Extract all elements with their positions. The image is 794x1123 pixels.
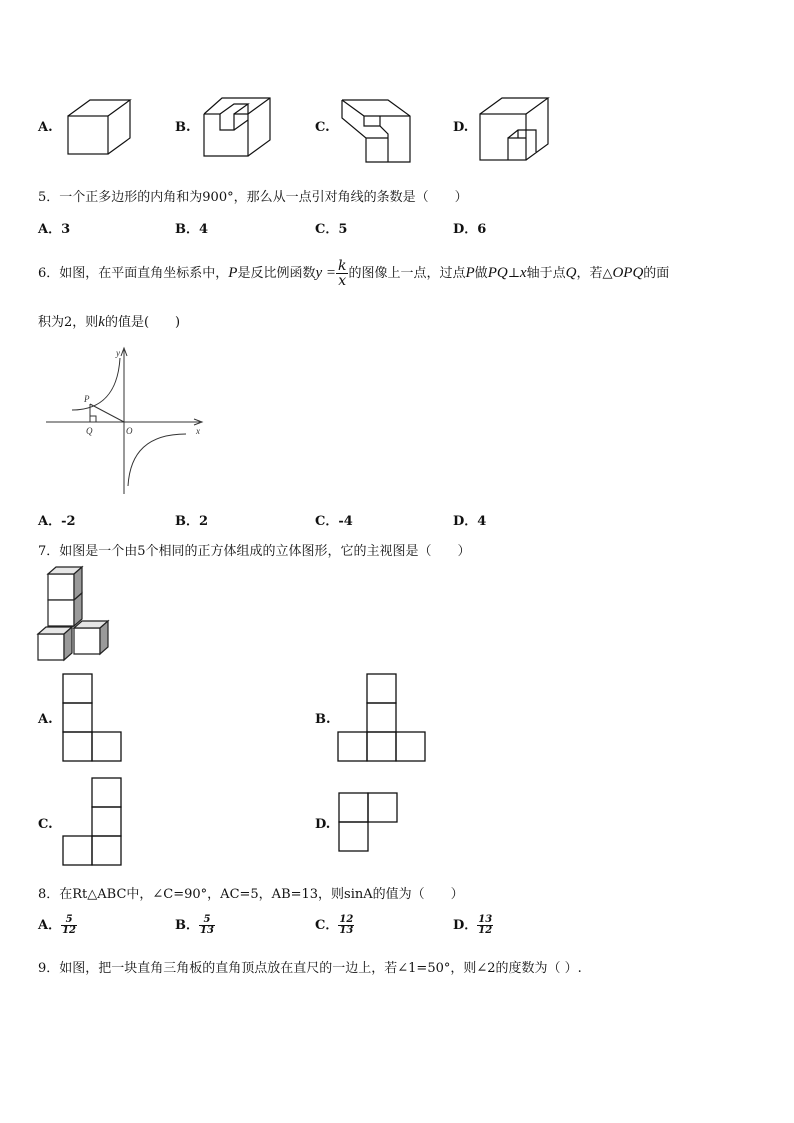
q7-cubes-figure xyxy=(36,562,114,666)
q4-option-c-figure xyxy=(340,96,412,164)
q8-option-a: A． $\frac{5}{12}$ xyxy=(38,914,77,936)
q6-option-a: A．-2 xyxy=(38,514,76,529)
q8-option-c-fraction: $\frac{12}{13}$ xyxy=(339,914,354,936)
q4-option-b-figure xyxy=(202,94,274,160)
q4-option-d-label: D. xyxy=(453,120,469,135)
q8-option-d: D． $\frac{13}{12}$ xyxy=(453,914,493,936)
q8-option-c: C． $\frac{12}{13}$ xyxy=(315,914,354,936)
q6-fig-p-label: P xyxy=(84,394,90,404)
q6-fig-o-label: O xyxy=(126,426,133,436)
q4-option-a-label: A. xyxy=(38,120,53,135)
q8-option-b-fraction: $\frac{5}{13}$ xyxy=(200,914,214,936)
q6-coordinate-figure xyxy=(44,344,214,496)
q7-option-b-label: B. xyxy=(315,712,331,727)
q8-option-d-fraction: $\frac{13}{12}$ xyxy=(478,914,493,936)
q6-stem-line1: 6．如图，在平面直角坐标系中，P是反比例函数y = $\frac{k}{x}$ 的图像上一点，过点P做PQ⊥x轴于点Q，若△OPQ的面 xyxy=(38,258,670,289)
q5-option-b: B．4 xyxy=(175,222,209,237)
q7-option-a-figure xyxy=(62,673,126,765)
q6-function-fraction: $\frac{k}{x}$ xyxy=(338,258,347,289)
q7-option-d-figure xyxy=(338,792,402,856)
q6-stem-line2: 积为2，则k的值是( ) xyxy=(38,314,181,330)
q7-option-a-label: A. xyxy=(38,712,53,727)
q4-option-d-figure xyxy=(478,94,552,162)
q5-option-d: D．6 xyxy=(453,222,487,237)
q5-option-a: A．3 xyxy=(38,222,71,237)
q6-option-d: D．4 xyxy=(453,514,487,529)
q7-option-c-label: C. xyxy=(38,817,53,832)
q6-fig-x-label: x xyxy=(196,426,200,436)
q6-fig-y-label: y xyxy=(116,348,120,358)
q9-stem: 9．如图，把一块直角三角板的直角顶点放在直尺的一边上，若∠1=50°，则∠2的度数为（ ）. xyxy=(38,961,582,976)
q8-stem: 8．在Rt△ABC中，∠C=90°，AC=5，AB=13，则sinA的值为（ ） xyxy=(38,887,464,902)
q8-option-b: B． $\frac{5}{13}$ xyxy=(175,914,214,936)
q7-option-d-label: D. xyxy=(315,817,331,832)
q6-fig-q-label: Q xyxy=(86,426,93,436)
q4-option-c-label: C. xyxy=(315,120,330,135)
q7-option-c-figure xyxy=(62,777,126,869)
q4-option-a-figure xyxy=(66,98,136,158)
q6-option-c: C．-4 xyxy=(315,514,353,529)
q7-stem: 7．如图是一个由5个相同的正方体组成的立体图形，它的主视图是（ ） xyxy=(38,544,471,559)
q4-option-b-label: B. xyxy=(175,120,191,135)
q8-option-a-fraction: $\frac{5}{12}$ xyxy=(62,914,77,936)
q5-option-c: C．5 xyxy=(315,222,348,237)
q7-option-b-figure xyxy=(337,673,429,765)
q6-option-b: B．2 xyxy=(175,514,209,529)
q5-stem: 5．一个正多边形的内角和为900°，那么从一点引对角线的条数是（ ） xyxy=(38,190,468,205)
